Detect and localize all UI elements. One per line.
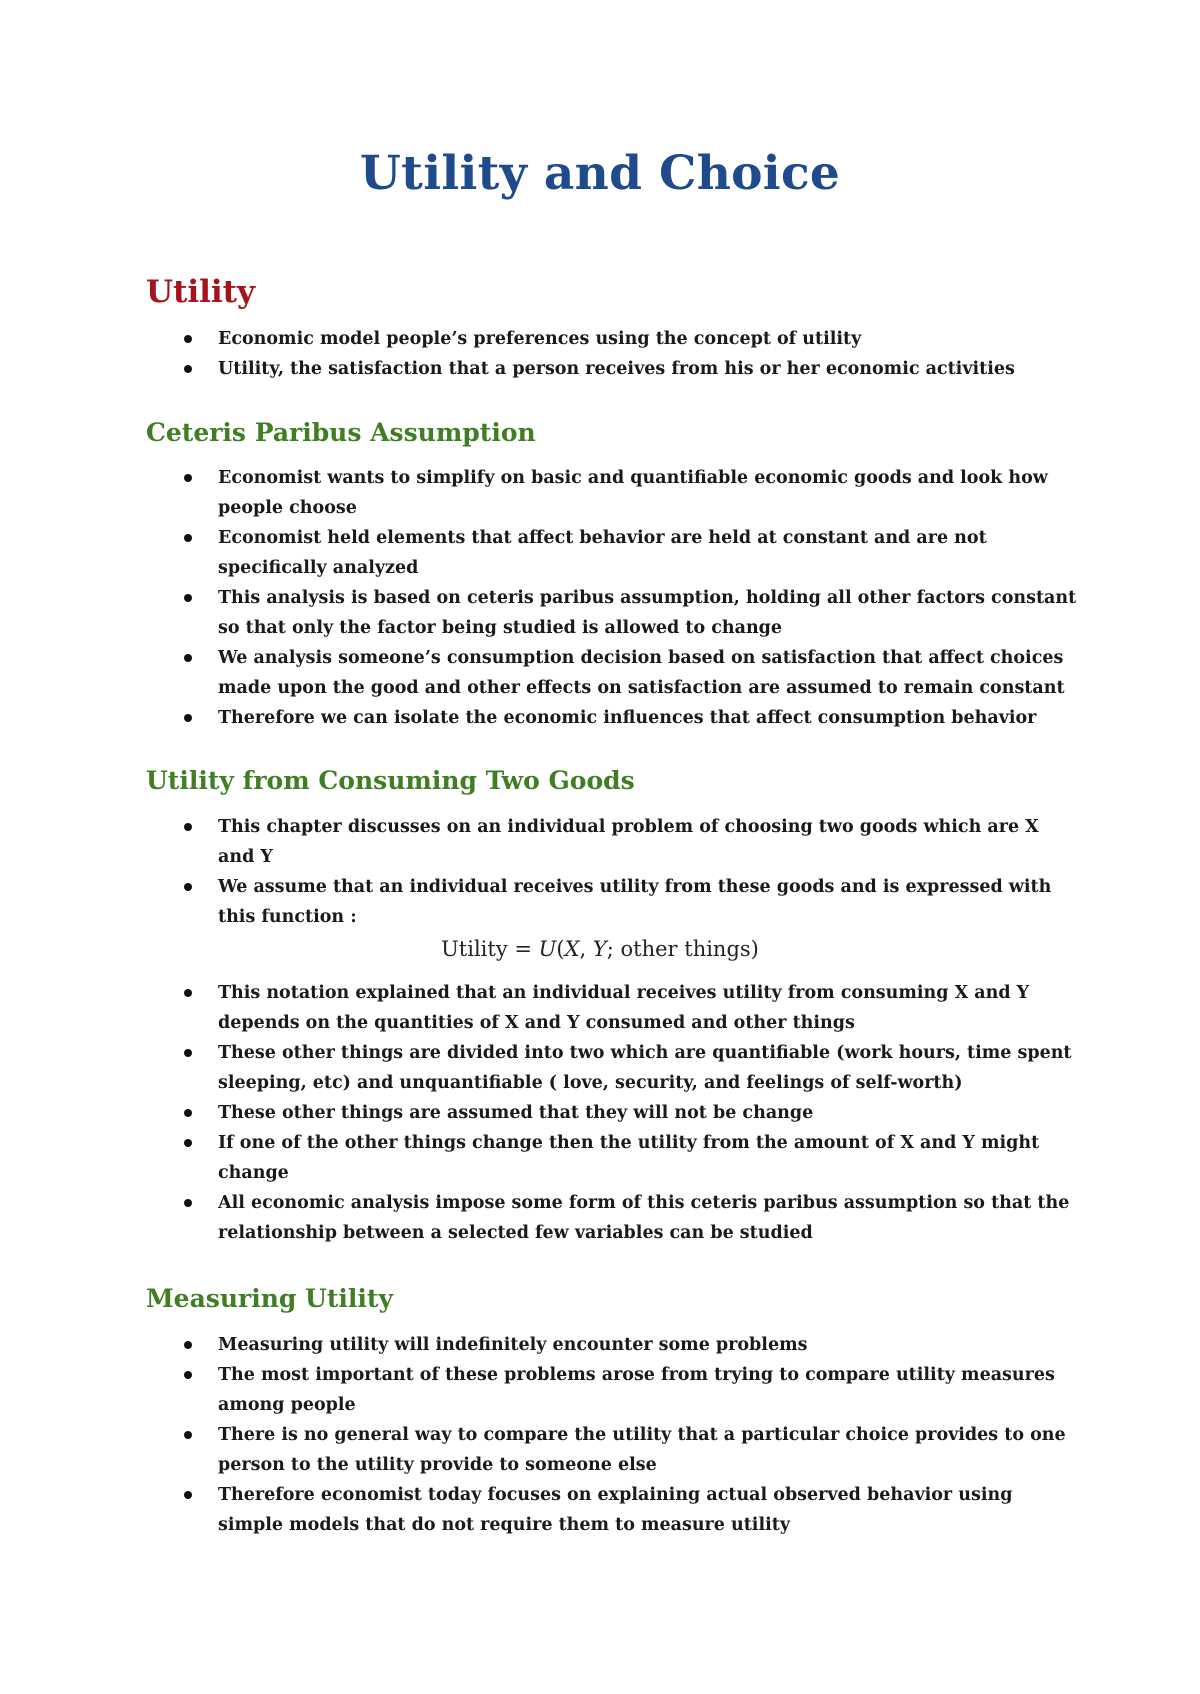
bullet-list-two-goods-continued <box>218 978 1078 1248</box>
list-item: This analysis is based on ceteris paribus assumption, holding all other factors constant so that only the factor being studied is allowed to change <box>218 583 1078 643</box>
list-item: These other things are assumed that they will not be change <box>218 1098 1078 1128</box>
formula-lhs: Utility = <box>441 937 539 961</box>
list-item: We analysis someone’s consumption decision based on satisfaction that affect choices made upon the good and other effects on satisfaction are assumed to remain constant <box>218 643 1078 703</box>
section-heading-measuring-utility: Measuring Utility <box>146 1284 393 1313</box>
list-item: There is no general way to compare the utility that a particular choice provides to one person to the utility provide to someone else <box>218 1420 1078 1480</box>
formula-separator: , <box>579 937 593 961</box>
list-item: This chapter discusses on an individual problem of choosing two goods which are X and Y <box>218 812 1078 872</box>
list-item: All economic analysis impose some form of this ceteris paribus assumption so that the relationship between a selected few variables can be studied <box>218 1188 1078 1248</box>
list-item: This notation explained that an individual receives utility from consuming X and Y depends on the quantities of X and Y consumed and other things <box>218 978 1078 1038</box>
list-item: Economist held elements that affect behavior are held at constant and are not specifically analyzed <box>218 523 1078 583</box>
document-title: Utility and Choice <box>359 146 841 201</box>
list-item: Economist wants to simplify on basic and quantifiable economic goods and look how people choose <box>218 463 1078 523</box>
bullet-list-utility <box>218 324 1078 384</box>
bullet-list-measuring-utility <box>218 1330 1078 1540</box>
section-heading-utility: Utility <box>146 274 256 310</box>
formula-var-x: X <box>564 937 580 961</box>
formula-rest: ; other things) <box>606 937 759 961</box>
list-item: These other things are divided into two which are quantifiable (work hours, time spent sleeping, etc) and unquantifiable ( love, security, and feelings of self-worth) <box>218 1038 1078 1098</box>
list-item: Therefore we can isolate the economic influences that affect consumption behavior <box>218 703 1078 733</box>
bullet-list-two-goods <box>218 812 1078 932</box>
section-heading-two-goods: Utility from Consuming Two Goods <box>146 766 635 795</box>
list-item: Measuring utility will indefinitely encounter some problems <box>218 1330 1078 1360</box>
list-item: We assume that an individual receives utility from these goods and is expressed with this function : <box>218 872 1078 932</box>
formula-open-paren: ( <box>556 937 565 961</box>
list-item: Economic model people’s preferences using the concept of utility <box>218 324 1078 354</box>
utility-function-formula <box>0 937 1200 961</box>
list-item: The most important of these problems arose from trying to compare utility measures among people <box>218 1360 1078 1420</box>
formula-var-y: Y <box>592 937 607 961</box>
list-item: If one of the other things change then the utility from the amount of X and Y might change <box>218 1128 1078 1188</box>
formula-function: U <box>538 937 557 961</box>
section-heading-ceteris-paribus: Ceteris Paribus Assumption <box>146 418 536 447</box>
list-item: Therefore economist today focuses on explaining actual observed behavior using simple models that do not require them to measure utility <box>218 1480 1078 1540</box>
bullet-list-ceteris-paribus <box>218 463 1078 733</box>
list-item: Utility, the satisfaction that a person receives from his or her economic activities <box>218 354 1078 384</box>
